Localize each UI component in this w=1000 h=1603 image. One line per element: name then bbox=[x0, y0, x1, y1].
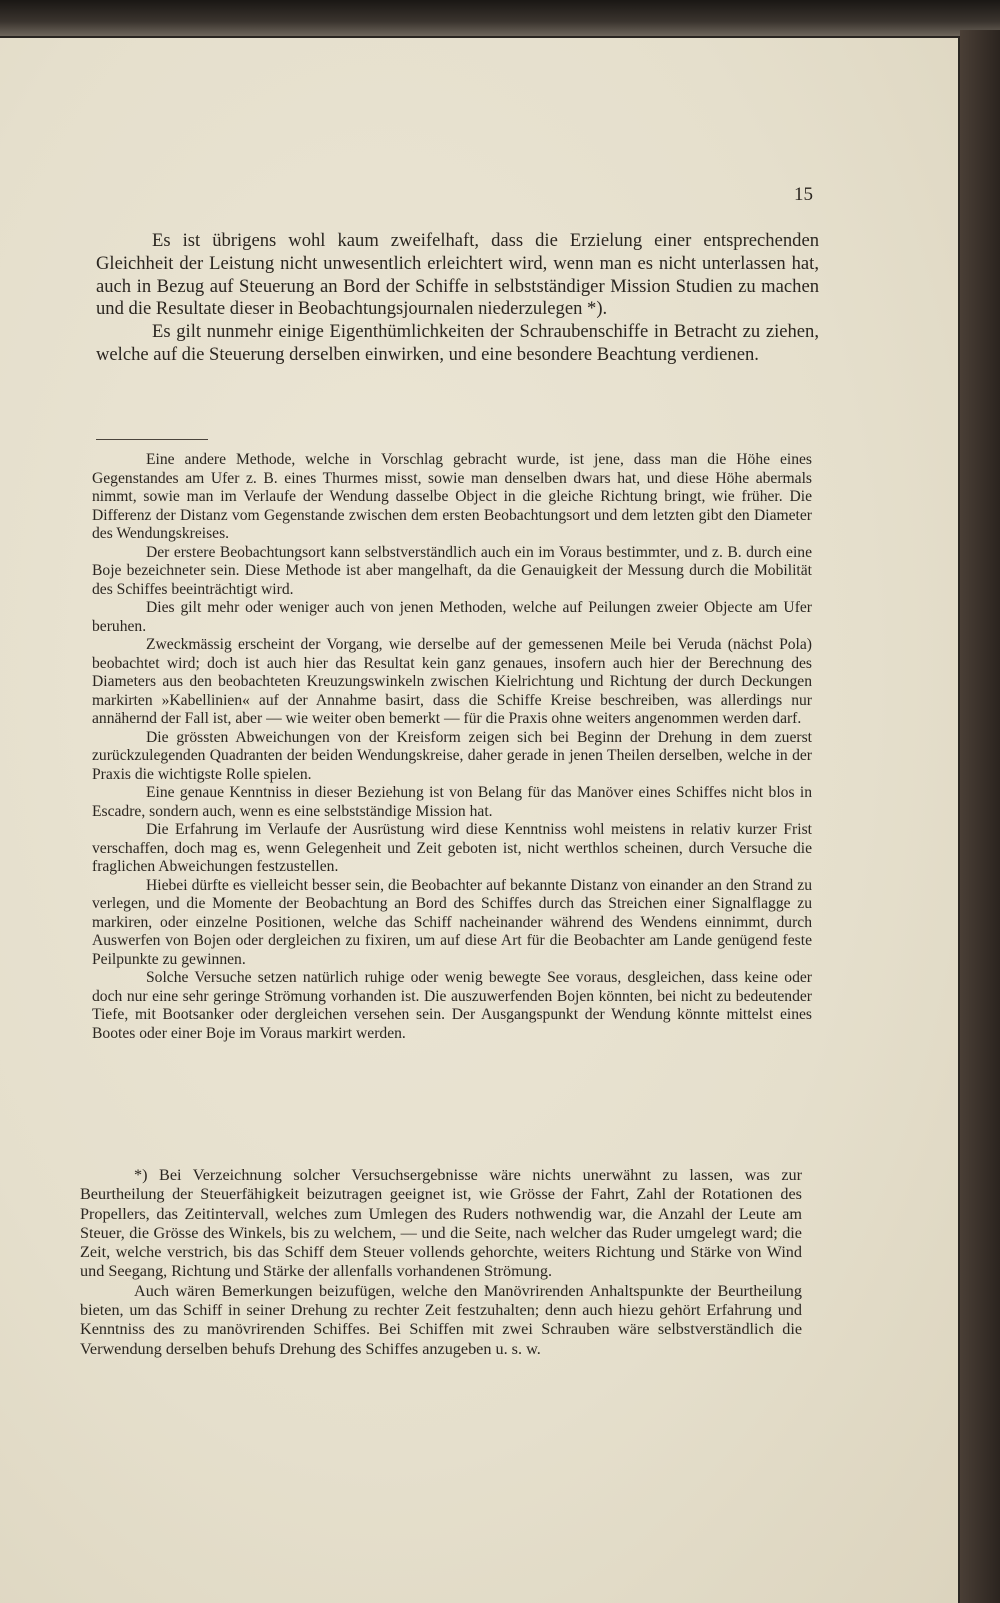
footnote-paragraph: Die grössten Abweichungen von der Kreisform zeigen sich bei Beginn der Drehung in dem zuerst zurückzulegenden Quadranten der beiden Wendungskreise, daher gerade in jenen Theilen derselben, welche in der Praxis die wichtigste Rolle spielen. bbox=[92, 728, 812, 783]
footnote-separator-rule bbox=[96, 439, 208, 440]
main-body-text bbox=[96, 230, 819, 367]
book-top-edge bbox=[0, 0, 1000, 36]
footnote-paragraph: Dies gilt mehr oder weniger auch von jenen Methoden, welche auf Peilungen zweier Objecte am Ufer beruhen. bbox=[92, 599, 812, 635]
note-paragraph: Auch wären Bemerkungen beizufügen, welche den Manövrirenden Anhaltspunkte der Beurtheilung bieten, um das Schiff in seiner Drehung zu rechter Zeit festzuhalten; denn auch hiezu gehört Erfahrung und Kenntniss des zu manövrirenden Schiffes. Bei Schiffen mit zwei Schrauben wäre selbstverständlich die Verwendung derselben behufs Drehung des Schiffes anzugeben u. s. w. bbox=[80, 1281, 802, 1358]
body-paragraph: Es gilt nunmehr einige Eigenthümlichkeiten der Schraubenschiffe in Betracht zu ziehen, welche auf die Steuerung derselben einwirken, und eine besondere Beachtung verdienen. bbox=[96, 321, 819, 365]
footnote-paragraph: Zweckmässig erscheint der Vorgang, wie derselbe auf der gemessenen Meile bei Veruda (nächst Pola) beobachtet wird; doch ist auch hier das Resultat kein ganz genaues, insofern auch hier der Berechnung des Diameters aus den beobachteten Kreuzungswinkeln zwischen Kielrichtung und Richtung der durch Deckungen markirten »Kabellinien« auf der Annahme basirt, dass die Schiffe Kreise beschreiben, was allerdings nur annähernd der Fall ist, aber — wie weiter oben bemerkt — für die Praxis ohne weiters angenommen werden darf. bbox=[92, 636, 812, 727]
page-number: 15 bbox=[794, 184, 813, 205]
footnote-section bbox=[92, 451, 812, 1043]
scanned-page bbox=[0, 38, 958, 1603]
book-binding-edge bbox=[960, 30, 1000, 1603]
body-paragraph: Es ist übrigens wohl kaum zweifelhaft, dass die Erzielung einer entsprechenden Gleichheit der Leistung nicht unwesentlich erleichtert wird, wenn man es nicht unterlassen hat, auch in Bezug auf Steuerung an Bord der Schiffe in selbstständiger Mission Studien zu machen und die Resultate dieser in Beobachtungsjournalen niederzulegen *). bbox=[96, 230, 819, 320]
footnote-paragraph: Hiebei dürfte es vielleicht besser sein, die Beobachter auf bekannte Distanz von einander an den Strand zu verlegen, und die Momente der Beobachtung an Bord des Schiffes durch das Streichen einer Signalflagge zu markiren, oder einzelne Positionen, welche das Schiff nacheinander während des Wendens einnimmt, durch Auswerfen von Bojen oder dergleichen zu fixiren, um auf diese Art für die Beobachter am Lande genügend feste Peilpunkte zu gewinnen. bbox=[92, 876, 812, 968]
note-paragraph: *) Bei Verzeichnung solcher Versuchsergebnisse wäre nichts unerwähnt zu lassen, was zur Beurtheilung der Steuerfähigkeit beizutragen geeignet ist, wie Grösse der Fahrt, Zahl der Rotationen des Propellers, das Zeitintervall, welches zum Umlegen des Ruders nothwendig war, die Anzahl der Leute am Steuer, die Grösse des Winkels, bis zu welchem, — und die Seite, nach welcher das Ruder umgelegt ward; die Zeit, welche verstrich, bis das Schiff dem Steuer vollends gehorchte, weiters Richtung und Stärke von Wind und Seegang, Richtung und Stärke der allenfalls vorhandenen Strömung. bbox=[80, 1166, 802, 1281]
footnote-paragraph: Eine andere Methode, welche in Vorschlag gebracht wurde, ist jene, dass man die Höhe eines Gegenstandes am Ufer z. B. eines Thurmes misst, sowie man denselben dwars hat, und diese Höhe abermals nimmt, sowie man im Verlaufe der Wendung dasselbe Object in die gleiche Richtung bringt, wie früher. Die Differenz der Distanz vom Gegenstande zwischen dem ersten Beobachtungsort und dem letzten gibt den Diameter des Wendungskreises. bbox=[92, 451, 812, 542]
footnote-paragraph: Der erstere Beobachtungsort kann selbstverständlich auch ein im Voraus bestimmter, und z. B. durch eine Boje bezeichneter sein. Diese Methode ist aber mangelhaft, da die Genauigkeit der Messung durch die Mobilität des Schiffes beeinträchtigt wird. bbox=[92, 543, 812, 598]
footnote-paragraph: Solche Versuche setzen natürlich ruhige oder wenig bewegte See voraus, desgleichen, dass keine oder doch nur eine sehr geringe Strömung vorhanden ist. Die auszuwerfenden Bojen könnten, bei nicht zu bedeutender Tiefe, mit Bootsanker oder dergleichen versehen sein. Der Ausgangspunkt der Wendung könnte mittelst eines Bootes oder einer Boje im Voraus markirt werden. bbox=[92, 969, 812, 1042]
asterisk-note-section bbox=[80, 1166, 802, 1359]
footnote-paragraph: Die Erfahrung im Verlaufe der Ausrüstung wird diese Kenntniss wohl meistens in relativ kurzer Frist verschaffen, doch mag es, wenn Gelegenheit und Zeit geboten ist, nicht werthlos scheinen, durch Versuche die fraglichen Abweichungen festzustellen. bbox=[92, 821, 812, 875]
footnote-paragraph: Eine genaue Kenntniss in dieser Beziehung ist von Belang für das Manöver eines Schiffes nicht blos in Escadre, sondern auch, wenn es eine selbstständige Mission hat. bbox=[92, 784, 812, 820]
